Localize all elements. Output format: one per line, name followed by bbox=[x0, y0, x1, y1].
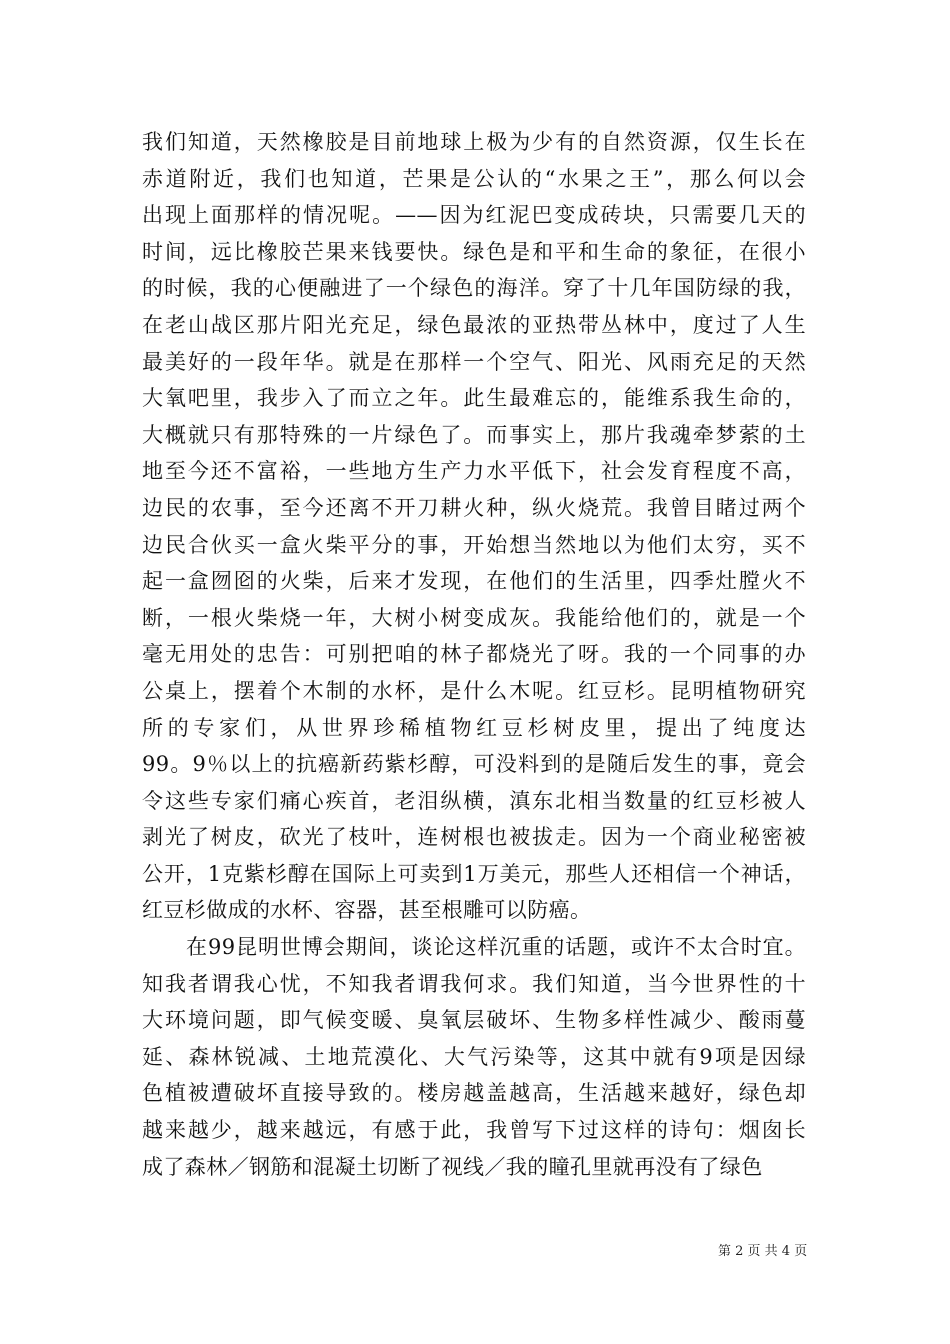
text-line: 红豆杉做成的水杯、容器，甚至根雕可以防癌。 bbox=[142, 898, 592, 923]
text-line: 地至今还不富裕，一些地方生产力水平低下，社会发育程度不高， bbox=[142, 459, 806, 484]
text-line: 大氧吧里，我步入了而立之年。此生最难忘的，能维系我生命的， bbox=[142, 386, 806, 411]
text-line: 赤道附近，我们也知道，芒果是公认的“水果之王”，那么何以会 bbox=[142, 166, 806, 191]
text-line: 最美好的一段年华。就是在那样一个空气、阳光、风雨充足的天然 bbox=[142, 349, 806, 374]
text-line: 公桌上，摆着个木制的水杯，是什么木呢。红豆杉。昆明植物研究 bbox=[142, 678, 806, 703]
text-line: 边民合伙买一盒火柴平分的事，开始想当然地以为他们太穷，买不 bbox=[142, 532, 806, 557]
text-line: 99。9％以上的抗癌新药紫杉醇，可没料到的是随后发生的事，竟会 bbox=[142, 752, 806, 777]
text-line: 我们知道，天然橡胶是目前地球上极为少有的自然资源，仅生长在 bbox=[142, 130, 806, 154]
text-line: 知我者谓我心忧，不知我者谓我何求。我们知道，当今世界性的十 bbox=[142, 971, 806, 996]
text-line: 大环境问题，即气候变暖、臭氧层破坏、生物多样性减少、酸雨蔓 bbox=[142, 1008, 806, 1033]
text-line: 断，一根火柴烧一年，大树小树变成灰。我能给他们的，就是一个 bbox=[142, 605, 806, 630]
text-line: 边民的农事，至今还离不开刀耕火种，纵火烧荒。我曾目睹过两个 bbox=[142, 495, 806, 520]
text-line: 越来越少，越来越远，有感于此，我曾写下过这样的诗句：烟囱长 bbox=[142, 1118, 806, 1143]
text-line: 起一盒囫囵的火柴，后来才发现，在他们的生活里，四季灶膛火不 bbox=[142, 569, 806, 594]
text-line: 令这些专家们痛心疾首，老泪纵横，滇东北相当数量的红豆杉被人 bbox=[142, 788, 806, 813]
text-line: 所的专家们，从世界珍稀植物红豆杉树皮里，提出了纯度达 bbox=[142, 715, 806, 740]
text-line: 延、森林锐减、土地荒漠化、大气污染等，这其中就有9项是因绿 bbox=[142, 1044, 806, 1069]
paragraph bbox=[142, 124, 806, 929]
text-line: 出现上面那样的情况呢。——因为红泥巴变成砖块，只需要几天的 bbox=[142, 203, 806, 228]
text-line: 时间，远比橡胶芒果来钱要快。绿色是和平和生命的象征，在很小 bbox=[142, 239, 806, 264]
text-line: 成了森林／钢筋和混凝土切断了视线／我的瞳孔里就再没有了绿色 bbox=[142, 1154, 763, 1179]
paragraph bbox=[142, 929, 806, 1185]
text-line: 大概就只有那特殊的一片绿色了。而事实上，那片我魂牵梦萦的土 bbox=[142, 422, 806, 447]
document-body bbox=[142, 124, 806, 1185]
text-line: 的时候，我的心便融进了一个绿色的海洋。穿了十几年国防绿的我， bbox=[142, 276, 806, 301]
text-line: 在99昆明世博会期间，谈论这样沉重的话题，或许不太合时宜。 bbox=[186, 935, 806, 960]
page-number-footer: 第 2 页 共 4 页 bbox=[718, 1244, 808, 1259]
text-line: 剥光了树皮，砍光了枝叶，连树根也被拔走。因为一个商业秘密被 bbox=[142, 825, 806, 850]
text-line: 色植被遭破坏直接导致的。楼房越盖越高，生活越来越好，绿色却 bbox=[142, 1081, 806, 1106]
text-line: 毫无用处的忠告：可别把咱的林子都烧光了呀。我的一个同事的办 bbox=[142, 642, 806, 667]
text-line: 在老山战区那片阳光充足，绿色最浓的亚热带丛林中，度过了人生 bbox=[142, 312, 806, 337]
text-line: 公开，1克紫杉醇在国际上可卖到1万美元，那些人还相信一个神话， bbox=[142, 861, 806, 886]
